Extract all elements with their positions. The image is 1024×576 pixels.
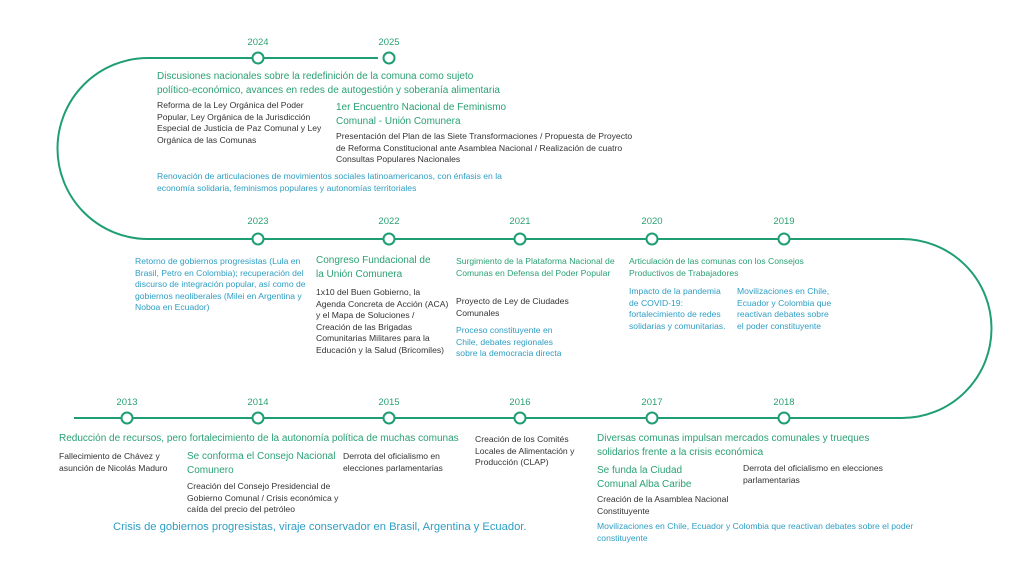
marker-2019[interactable] [779,234,790,245]
event-2019-regional: Movilizaciones en Chile, Ecuador y Colombia que reactivan debates sobre el poder constituyente [737,286,832,331]
marker-2025[interactable] [384,53,395,64]
event-2014-body: Creación del Consejo Presidencial de Gobierno Comunal / Crisis económica y caída del precio del petróleo [187,481,339,515]
year-label-2021: 2021 [509,216,531,227]
headline-2013-2015: Reducción de recursos, pero fortalecimiento de la autonomía política de muchas comunas [59,433,459,444]
event-2017-body: Creación de la Asamblea Nacional Constituyente [597,494,729,516]
marker-2018[interactable] [779,413,790,424]
marker-2017[interactable] [647,413,658,424]
year-label-2018: 2018 [773,397,795,408]
regional-context-bottom-right: Movilizaciones en Chile, Ecuador y Colombia que reactivan debates sobre el poder constituyente [597,521,914,543]
headline-2016-2018: Diversas comunas impulsan mercados comunales y trueques solidarios frente a la crisis económica [597,433,870,458]
event-2023: Retorno de gobiernos progresistas (Lula en Brasil, Petro en Colombia); recuperación del discurso de integración popular, así como de gobiernos neoliberales (Milei en Argentina y Noboa en Ecuador) [135,256,306,313]
year-label-2014: 2014 [247,397,269,408]
marker-2016[interactable] [515,413,526,424]
regional-context-top: Renovación de articulaciones de movimientos sociales latinoamericanos, con énfasis en la economía solidaria, feminismos populares y autonomías territoriales [157,171,502,193]
year-label-2013: 2013 [116,397,138,408]
event-2024: Reforma de la Ley Orgánica del Poder Popular, Ley Orgánica de la Jurisdicción Especial de Justicia de Paz Comunal y Ley Orgánica de las Comunas [157,100,322,145]
year-label-2020: 2020 [641,216,663,227]
year-label-2015: 2015 [378,397,400,408]
marker-2015[interactable] [384,413,395,424]
year-label-2016: 2016 [509,397,531,408]
event-2021-body: Proyecto de Ley de Ciudades Comunales [456,296,569,318]
regional-context-bottom-left: Crisis de gobiernos progresistas, viraje conservador en Brasil, Argentina y Ecuador. [113,521,527,533]
event-2020-title: Articulación de las comunas con los Consejos Productivos de Trabajadores [629,256,804,278]
year-label-2025: 2025 [378,37,400,48]
event-2021-regional: Proceso constituyente en Chile, debates regionales sobre la democracia directa [456,325,562,359]
event-2021-title: Surgimiento de la Plataforma Nacional de Comunas en Defensa del Poder Popular [456,256,615,278]
event-2014-title: Se conforma el Consejo Nacional Comunero [187,451,336,476]
marker-2024[interactable] [253,53,264,64]
event-2018: Derrota del oficialismo en elecciones parlamentarias [743,463,883,485]
event-2016: Creación de los Comités Locales de Alimentación y Producción (CLAP) [475,434,575,468]
event-2025-title: 1er Encuentro Nacional de Feminismo Comunal - Unión Comunera [336,102,507,127]
event-2022-body: 1x10 del Buen Gobierno, la Agenda Concreta de Acción (ACA) y el Mapa de Soluciones / Creación de las Brigadas Comunitarias Militares para la Educación y la Salud (Bricomiles) [316,287,449,355]
headline-2024-2025: Discusiones nacionales sobre la redefinición de la comuna como sujeto político-económico, avances en redes de autogestión y soberanía alimentaria [157,71,500,96]
marker-2020[interactable] [647,234,658,245]
year-label-2019: 2019 [773,216,795,227]
year-label-2022: 2022 [378,216,400,227]
marker-2022[interactable] [384,234,395,245]
marker-2013[interactable] [122,413,133,424]
event-2017-title: Se funda la Ciudad Comunal Alba Caribe [597,465,692,490]
year-label-2024: 2024 [247,37,269,48]
event-2022-title: Congreso Fundacional de la Unión Comunera [316,255,431,280]
marker-2021[interactable] [515,234,526,245]
event-2020-regional: Impacto de la pandemia de COVID-19: fortalecimiento de redes solidarias y comunitarias. [629,286,726,331]
year-label-2023: 2023 [247,216,269,227]
event-2013: Fallecimiento de Chávez y asunción de Nicolás Maduro [59,451,168,473]
event-2025-body: Presentación del Plan de las Siete Transformaciones / Propuesta de Proyecto de Reforma Constitucional ante Asamblea Nacional / Realización de cuatro Consultas Populares Nacionales [336,131,633,165]
event-2015: Derrota del oficialismo en elecciones parlamentarias [343,451,443,473]
marker-2023[interactable] [253,234,264,245]
year-label-2017: 2017 [641,397,663,408]
marker-2014[interactable] [253,413,264,424]
